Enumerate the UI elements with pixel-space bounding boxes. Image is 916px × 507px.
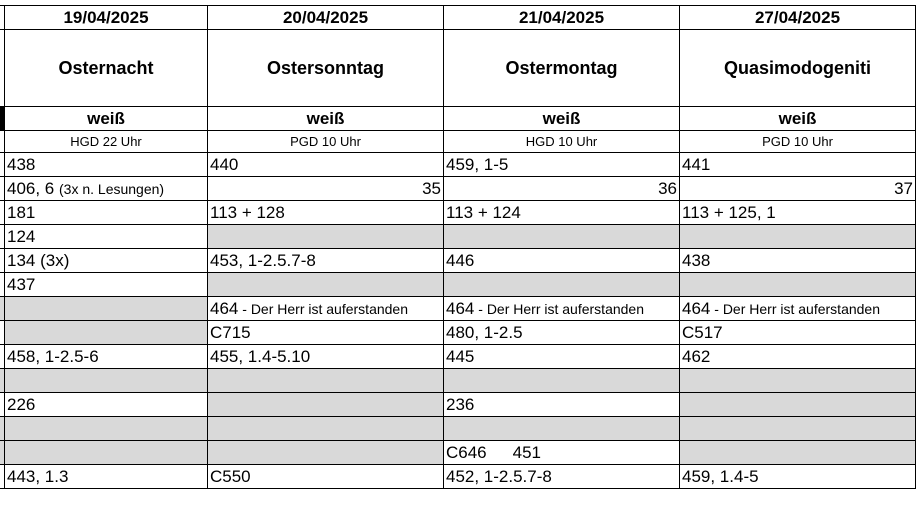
table-row <box>0 297 916 321</box>
hymn-cell: 480, 1-2.5 <box>444 321 680 345</box>
hymn-cell: 134 (3x) <box>5 249 208 273</box>
table-row <box>0 369 916 393</box>
hymn-number: 406, 6 <box>7 178 55 198</box>
hymn-cell: 438 <box>680 249 916 273</box>
hymn-number: 464 <box>210 298 239 318</box>
hymn-cell: 181 <box>5 201 208 225</box>
hymn-cell: 459, 1.4-5 <box>680 465 916 489</box>
hymn-cell: 35 <box>208 177 444 201</box>
date-cell: 19/04/2025 <box>5 6 208 30</box>
hymn-cell <box>444 441 680 465</box>
hymn-cell: 113 + 124 <box>444 201 680 225</box>
hymn-cell: C715 <box>208 321 444 345</box>
empty-cell <box>444 225 680 249</box>
hymn-cell: 124 <box>5 225 208 249</box>
empty-cell <box>680 273 916 297</box>
empty-cell <box>680 369 916 393</box>
empty-cell <box>5 417 208 441</box>
color-cell: weiß <box>208 107 444 131</box>
table-row <box>0 249 916 273</box>
liturgical-color-row <box>0 107 916 131</box>
hymn-cell: 458, 1-2.5-6 <box>5 345 208 369</box>
hymn-cell <box>680 297 916 321</box>
hymn-cell: 462 <box>680 345 916 369</box>
hymn-cell: 445 <box>444 345 680 369</box>
hymn-number: 464 <box>446 298 475 318</box>
table-row <box>0 201 916 225</box>
empty-cell <box>444 273 680 297</box>
hymn-cell: 443, 1.3 <box>5 465 208 489</box>
service-cell: HGD 10 Uhr <box>444 131 680 153</box>
hymn-cell: 446 <box>444 249 680 273</box>
date-cell: 20/04/2025 <box>208 6 444 30</box>
hymn-cell: 452, 1-2.5.7-8 <box>444 465 680 489</box>
empty-cell <box>680 441 916 465</box>
empty-cell <box>5 297 208 321</box>
hymn-cell: 226 <box>5 393 208 417</box>
hymn-number: 451 <box>512 442 542 462</box>
feast-name-cell: Ostersonntag <box>208 30 444 107</box>
date-row <box>0 6 916 30</box>
empty-cell <box>5 369 208 393</box>
hymn-cell <box>444 297 680 321</box>
hymn-cell <box>208 297 444 321</box>
hymn-number: 464 <box>682 298 711 318</box>
empty-cell <box>208 417 444 441</box>
table-row <box>0 441 916 465</box>
empty-cell <box>208 393 444 417</box>
hymn-cell: C517 <box>680 321 916 345</box>
empty-cell <box>444 417 680 441</box>
hymn-cell: 37 <box>680 177 916 201</box>
hymn-cell: 440 <box>208 153 444 177</box>
date-cell: 21/04/2025 <box>444 6 680 30</box>
hymn-title: - Der Herr ist auferstanden <box>710 300 880 317</box>
empty-cell <box>444 369 680 393</box>
table-row <box>0 225 916 249</box>
service-cell: PGD 10 Uhr <box>208 131 444 153</box>
feast-name-cell: Quasimodogeniti <box>680 30 916 107</box>
table-row <box>0 417 916 441</box>
service-cell: HGD 22 Uhr <box>5 131 208 153</box>
empty-cell <box>208 369 444 393</box>
hymn-cell: 459, 1-5 <box>444 153 680 177</box>
hymn-cell: 453, 1-2.5.7-8 <box>208 249 444 273</box>
hymn-cell: 113 + 125, 1 <box>680 201 916 225</box>
table-row <box>0 321 916 345</box>
hymn-title: - Der Herr ist auferstanden <box>474 300 644 317</box>
empty-cell <box>208 441 444 465</box>
empty-cell <box>680 225 916 249</box>
table-row <box>0 345 916 369</box>
service-cell: PGD 10 Uhr <box>680 131 916 153</box>
color-cell: weiß <box>5 107 208 131</box>
table-row <box>0 153 916 177</box>
color-cell: weiß <box>680 107 916 131</box>
hymn-schedule-table <box>0 5 916 489</box>
empty-cell <box>680 417 916 441</box>
empty-cell <box>5 441 208 465</box>
hymn-cell: 113 + 128 <box>208 201 444 225</box>
empty-cell <box>208 273 444 297</box>
hymn-cell: 36 <box>444 177 680 201</box>
hymn-number: C646 <box>446 442 487 462</box>
table-row <box>0 177 916 201</box>
hymn-cell: 438 <box>5 153 208 177</box>
feast-name-cell: Ostermontag <box>444 30 680 107</box>
hymn-title: - Der Herr ist auferstanden <box>238 300 408 317</box>
empty-cell <box>680 393 916 417</box>
table-row <box>0 393 916 417</box>
service-row <box>0 131 916 153</box>
hymn-cell: 437 <box>5 273 208 297</box>
color-cell: weiß <box>444 107 680 131</box>
empty-cell <box>5 321 208 345</box>
hymn-cell: 236 <box>444 393 680 417</box>
table-row <box>0 273 916 297</box>
hymn-cell: 455, 1.4-5.10 <box>208 345 444 369</box>
feast-name-cell: Osternacht <box>5 30 208 107</box>
hymn-cell <box>5 177 208 201</box>
hymn-note: (3x n. Lesungen) <box>59 180 165 197</box>
date-cell: 27/04/2025 <box>680 6 916 30</box>
hymn-cell: 441 <box>680 153 916 177</box>
hymn-cell: C550 <box>208 465 444 489</box>
table-row <box>0 465 916 489</box>
empty-cell <box>208 225 444 249</box>
feast-name-row <box>0 30 916 107</box>
